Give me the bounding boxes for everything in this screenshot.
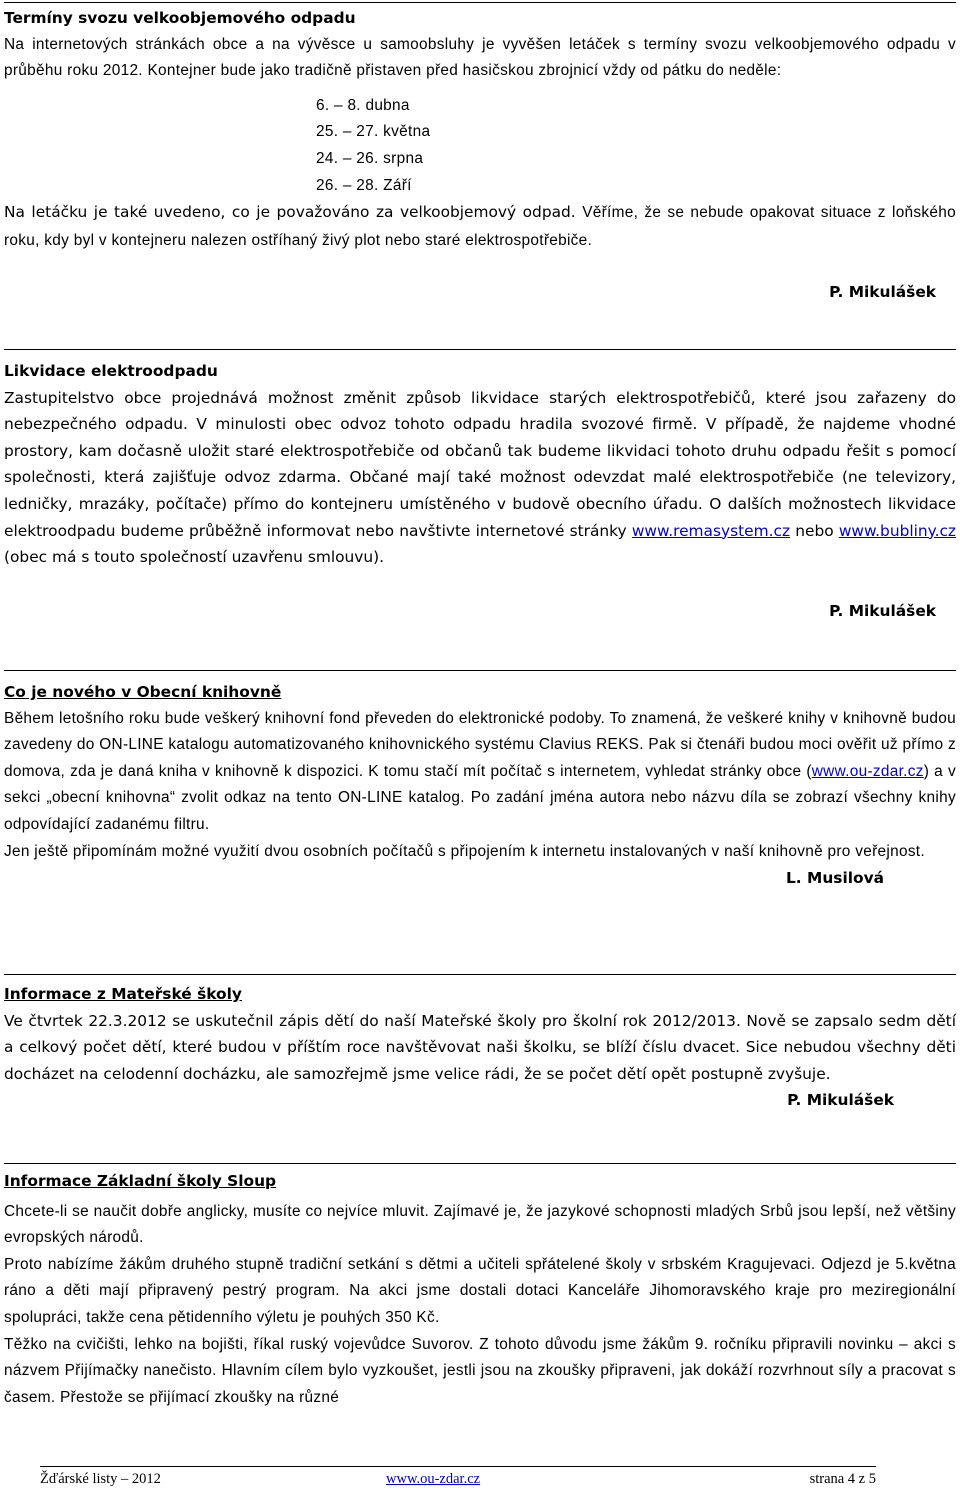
footer-rule <box>40 1466 876 1467</box>
waste-note-b: Věříme, že se nebude opakovat situace z loňského roku, kdy byl v kontejneru nalezen ostříhaný živý plot nebo staré elektrospotřebiče. <box>4 204 956 249</box>
kindergarten-paragraph: Ve čtvrtek 22.3.2012 se uskutečnil zápis dětí do naší Mateřské školy pro školní rok 2012/2013. Nově se zapsalo sedm dětí a celkový počet dětí, které budou v příštím roce navštěvovat naši školku, se blíží číslu dvacet. Sice nebudou všechny děti docházet na celodenní docházku, ale samozřejmě jsme velice rádi, že se počet dětí opět postupně zvyšuje. <box>4 1011 956 1083</box>
section-divider <box>4 349 956 350</box>
footer-website-link[interactable]: www.ou-zdar.cz <box>386 1471 481 1487</box>
author: P. Mikulášek <box>829 283 936 302</box>
section-title: Termíny svozu velkoobjemového odpadu <box>4 9 356 27</box>
section-waste-collection <box>4 5 956 306</box>
section-title: Informace Základní školy Sloup <box>4 1172 277 1190</box>
ewaste-text-mid: nebo <box>795 521 834 540</box>
remasystem-link[interactable]: www.remasystem.cz <box>631 521 791 540</box>
footer-page-number: strana 4 z 5 <box>809 1471 876 1487</box>
section-ewaste <box>4 358 956 624</box>
section-divider <box>4 1163 956 1164</box>
waste-intro: Na internetových stránkách obce a na vývěsce u samoobsluhy je vyvěšen letáček s termíny svozu velkoobjemového odpadu v průběhu roku 2012. Kontejner bude jako tradičně přistaven před hasičskou zbrojnicí vždy od pátku do neděle: <box>4 35 956 80</box>
top-rule <box>4 2 956 3</box>
section-library <box>4 679 956 892</box>
bubliny-link[interactable]: www.bubliny.cz <box>838 521 956 540</box>
library-text-end: ) a v sekci „obecní knihovna“ zvolit odkaz na tento ON-LINE katalog. Po zadání jména autora nebo názvu díla se zobrazí všechny knihy odpovídající zadanému filtru. <box>4 762 956 833</box>
ou-zdar-link[interactable]: www.ou-zdar.cz <box>811 762 924 780</box>
date-item: 26. – 28. Září <box>316 176 412 194</box>
section-divider <box>4 670 956 671</box>
ewaste-text-end: (obec má s touto společností uzavřenu smlouvu). <box>4 548 385 567</box>
ewaste-paragraph <box>4 385 956 571</box>
section-school <box>4 1168 956 1411</box>
date-item: 25. – 27. května <box>316 123 431 141</box>
section-title: Co je nového v Obecní knihovně <box>4 683 282 701</box>
ewaste-text: Zastupitelstvo obce projednává možnost změnit způsob likvidace starých elektrospotřebičů, které jsou zařazeny do nebezpečného odpadu. V minulosti obec odvoz tohoto odpadu hradila svozové firmě. V případě, že najdeme vhodné prostory, kam dočasně uložit staré elektrospotřebiče od občanů tak budeme likvidaci tohoto druhu odpadu řešit s pomocí společnosti, která zajišťuje odvoz zdarma. Občané mají také možnost odevzdat malé elektrospotřebiče (ne televizory, ledničky, mrazáky, počítače) přímo do kontejneru umístěného v budově obecního úřadu. O dalších možnostech likvidace elektroodpadu budeme průběžně informovat nebo navštivte internetové stránky <box>4 388 956 540</box>
section-title: Informace z Mateřské školy <box>4 985 242 1003</box>
section-kindergarten <box>4 981 956 1114</box>
library-paragraph <box>4 706 956 839</box>
waste-note-a: Na letáčku je také uvedeno, co je považováno za velkoobjemový odpad. <box>4 203 576 222</box>
footer-publication: Žďárské listy – 2012 <box>40 1471 161 1487</box>
waste-note <box>4 199 956 254</box>
school-paragraph-3: Těžko na cvičišti, lehko na bojišti, říkal ruský vojevůdce Suvorov. Z tohoto důvodu jsme žákům 9. ročníku připravili novinku – akci s názvem Přijímačky nanečisto. Hlavním cílem bylo vyzkoušet, jestli jsou na zkoušky připraveni, jak dokáží rozvrhnout síly a pracovat s časem. Přestože se přijímací zkoušky na různé <box>4 1335 956 1406</box>
section-title: Likvidace elektroodpadu <box>4 362 218 380</box>
library-paragraph-2: Jen ještě připomínám možné využití dvou osobních počítačů s připojením k internetu instalovaných v naší knihovně pro veřejnost. <box>4 842 925 860</box>
author: P. Mikulášek <box>787 1091 894 1110</box>
library-text: Během letošního roku bude veškerý knihovní fond převeden do elektronické podoby. To znamená, že veškeré knihy v knihovně budou zavedeny do ON-LINE katalogu automatizovaného knihovnického systému Clavius REKS. Pak si čtenáři budou moci ověřit už přímo z domova, zda je daná kniha v knihovně k dispozici. K tomu stačí mít počítač s internetem, vyhledat stránky obce ( <box>4 709 956 780</box>
author: P. Mikulášek <box>829 601 936 620</box>
collection-dates <box>4 93 956 199</box>
author: L. Musilová <box>786 869 884 888</box>
date-item: 6. – 8. dubna <box>316 96 410 114</box>
school-paragraph-2: Proto nabízíme žákům druhého stupně tradiční setkání s dětmi a učiteli spřátelené školy v srbském Kragujevaci. Odjezd je 5.května ráno a děti mají připravený pestrý program. Na akci jsme dostali dotaci Kanceláře Jihomoravského kraje pro meziregionální spolupráci, takže cena pětidenního výletu je pouhých 350 Kč. <box>4 1255 956 1326</box>
school-paragraph-1: Chcete-li se naučit dobře anglicky, musíte co nejvíce mluvit. Zajímavé je, že jazykové schopnosti mladých Srbů jsou lepší, než většiny evropských národů. <box>4 1202 956 1247</box>
date-item: 24. – 26. srpna <box>316 149 424 167</box>
section-divider <box>4 974 956 975</box>
